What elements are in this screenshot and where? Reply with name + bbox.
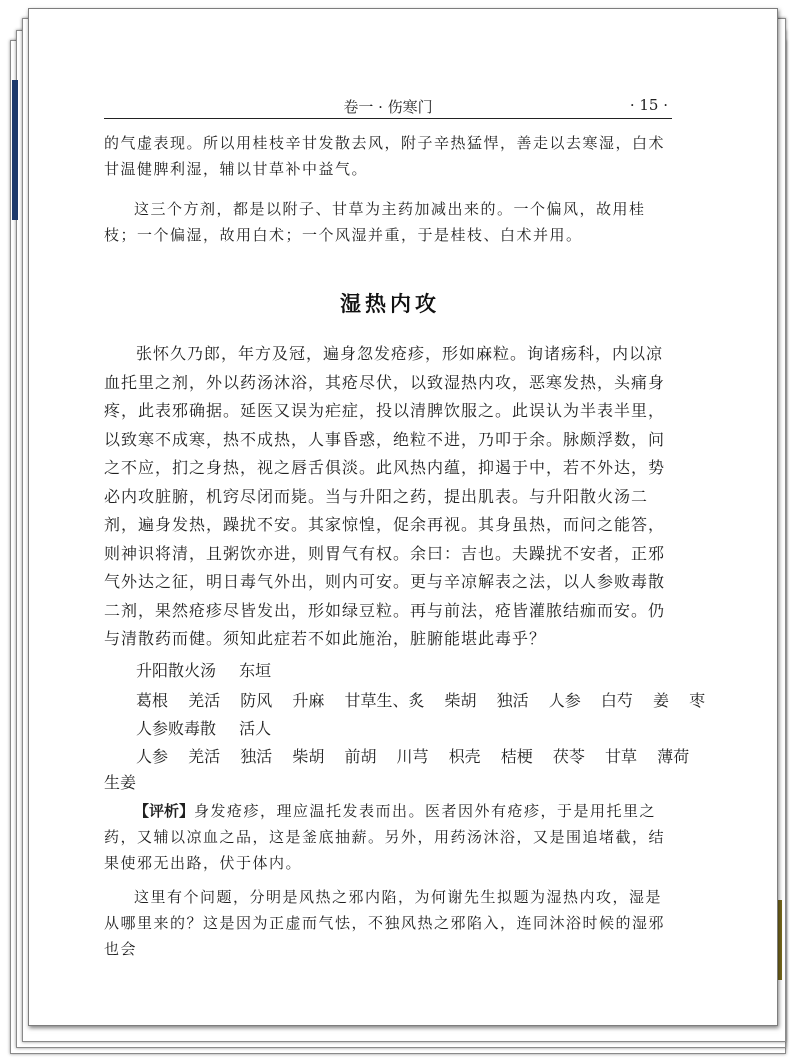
header-title: 卷一 · 伤寒门: [343, 98, 433, 116]
herb-item: 甘草: [604, 747, 637, 766]
top-paragraph-1: 的气虚表现。所以用桂枝辛甘发散去风，附子辛热猛悍，善走以去寒湿，白术甘温健脾利湿，辅以甘草补中益气。: [104, 134, 666, 178]
prescription-heading-1: [136, 658, 289, 681]
section-title: 湿热内攻: [340, 292, 440, 316]
review-paragraph-2: 这里有个问题，分明是风热之邪内陷，为何谢先生拟题为湿热内攻，湿是从哪里来的？这是因为正虚而气怯，不独风热之邪陷入，连同沐浴时候的湿邪也会: [104, 888, 666, 958]
herb-item: 羌活: [188, 691, 221, 710]
review-paragraph-1: [104, 798, 676, 876]
top-paragraph-2: 这三个方剂，都是以附子、甘草为主药加减出来的。一个偏风，故用桂枝；一个偏湿，故用白术；一个风湿并重，于是桂枝、白术并用。: [104, 200, 646, 244]
herb-item: 前胡: [344, 747, 377, 766]
book-spine-edge-left: [12, 80, 18, 220]
page-number: · 15 ·: [629, 96, 668, 114]
herb-item: 生姜: [104, 773, 137, 792]
herb-item: 桔梗: [500, 747, 533, 766]
herb-item: 独活: [496, 691, 529, 710]
herb-item: 葛根: [136, 691, 169, 710]
herb-list-2-wrap: [104, 770, 650, 793]
running-header: [104, 92, 672, 119]
herb-item: 柴胡: [292, 747, 325, 766]
herb-list-1: [136, 688, 706, 711]
prescription-heading-2: [136, 716, 289, 739]
herb-item: 姜: [652, 691, 669, 710]
herb-item: 川芎: [396, 747, 429, 766]
herb-item: 茯苓: [552, 747, 585, 766]
herb-item: 白芍: [600, 691, 633, 710]
case-paragraph: 张怀久乃郎，年方及冠，遍身忽发疮疹，形如麻粒。询诸疡科，内以凉血托里之剂，外以药汤沐浴，其疮尽伏，以致湿热内攻，恶寒发热，头痛身疼，此表邪确据。延医又误为疟症，投以清脾饮服之。此误认为半表半里，以致寒不成寒，热不成热，人事昏惑，绝粒不进，乃叩于余。脉颇浮数，问之不应，扪之身热，视之唇舌俱淡。此风热内蕴，抑遏于中，若不外达，势必内攻脏腑，机窍尽闭而毙。当与升阳之药，提出肌表。与升阳散火汤二剂，遍身发热，躁扰不安。其家惊惶，促余再视。其身虽热，而问之能答，则神识将清，且粥饮亦进，则胃气有权。余曰：吉也。夫躁扰不安者，正邪气外达之征，明日毒气外出，则内可安。更与辛凉解表之法，以人参败毒散二剂，果然疮疹尽皆发出，形如绿豆粒。再与前法，疮皆灌脓结痂而安。仍与清散药而健。须知此症若不如此施治，脏腑能堪此毒乎？: [104, 344, 666, 648]
herb-item: 甘草生、炙: [344, 691, 425, 710]
herb-item: 独活: [240, 747, 273, 766]
herb-list-2: [136, 744, 690, 767]
herb-item: 人参: [548, 691, 581, 710]
herb-item: 升麻: [292, 691, 325, 710]
review-text: 身发疮疹，理应温托发表而出。医者因外有疮疹，于是用托里之药，又辅以凉血之品，这是釜底抽薪。另外，用药汤沐浴，又是围追堵截，结果使邪无出路，伏于体内。: [104, 802, 666, 872]
herb-item: 柴胡: [444, 691, 477, 710]
herb-item: 羌活: [188, 747, 221, 766]
herb-item: 防风: [240, 691, 273, 710]
prescription-name: 升阳散火汤: [136, 661, 217, 680]
herb-item: 枣: [689, 691, 706, 710]
herb-item: 枳壳: [448, 747, 481, 766]
herb-item: 薄荷: [657, 747, 690, 766]
prescription-source: 活人: [239, 719, 272, 738]
prescription-name: 人参败毒散: [136, 719, 217, 738]
prescription-source: 东垣: [239, 661, 272, 680]
review-label: 【评析】: [134, 802, 195, 820]
herb-item: 人参: [136, 747, 169, 766]
